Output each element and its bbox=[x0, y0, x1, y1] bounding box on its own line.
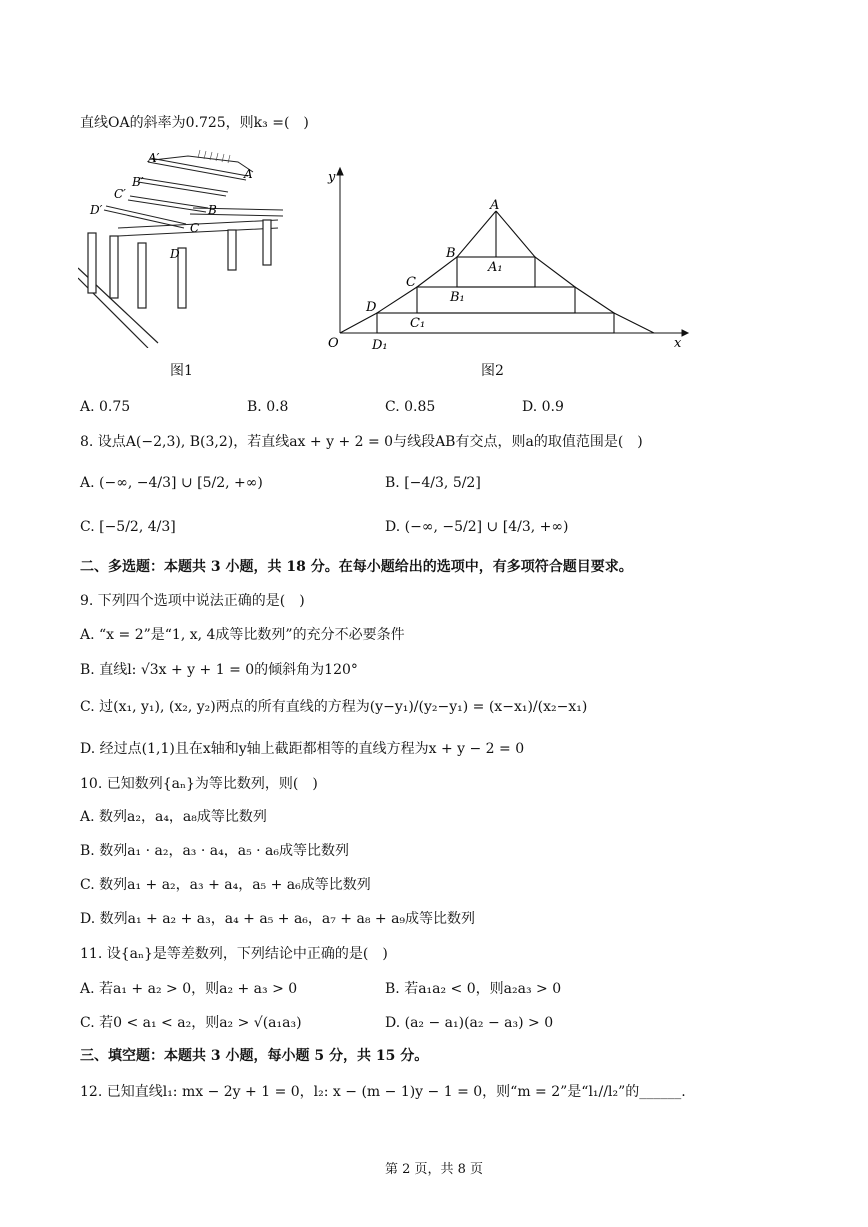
q10-option-a: A. 数列a₂，a₄，a₈成等比数列 bbox=[80, 809, 267, 825]
fig2-label-D1: D₁ bbox=[372, 338, 388, 353]
q11-option-a: A. 若a₁ + a₂ > 0，则a₂ + a₃ > 0 bbox=[80, 981, 298, 997]
q9-option-c: C. 过(x₁, y₁), (x₂, y₂)两点的所有直线的方程为(y−y₁)/(y₂−y₁) = (x−x₁)/(x₂−x₁) bbox=[80, 699, 588, 715]
q8-option-a: A. (−∞, −4/3] ∪ [5/2, +∞) bbox=[80, 475, 263, 491]
fig2-label-C: C bbox=[406, 275, 416, 290]
fig2-label-B: B bbox=[446, 246, 456, 261]
question-12: 12. 已知直线l₁: mx − 2y + 1 = 0，l₂: x − (m − 1)y − 1 = 0，则“m = 2”是“l₁//l₂”的______. bbox=[80, 1084, 686, 1100]
q8-option-b: B. [−4/3, 5/2] bbox=[385, 475, 481, 491]
q7-option-a: A. 0.75 bbox=[80, 399, 131, 415]
q10-option-d: D. 数列a₁ + a₂ + a₃，a₄ + a₅ + a₆，a₇ + a₈ + a₉成等比数列 bbox=[80, 911, 476, 927]
q9-option-a: A. “x = 2”是“1, x, 4成等比数列”的充分不必要条件 bbox=[80, 627, 405, 643]
question-10-stem: 10. 已知数列{aₙ}为等比数列，则( ) bbox=[80, 776, 318, 792]
fig1-label-C-prime: C′ bbox=[114, 187, 126, 201]
q8-option-d: D. (−∞, −5/2] ∪ [4/3, +∞) bbox=[385, 519, 569, 535]
figure-1-roof-illustration bbox=[78, 148, 288, 348]
fig2-origin-label: O bbox=[328, 336, 339, 351]
fig2-label-A1: A₁ bbox=[488, 260, 503, 275]
fig1-label-D-prime: D′ bbox=[90, 203, 103, 217]
q8-option-c: C. [−5/2, 4/3] bbox=[80, 519, 176, 535]
q10-option-b: B. 数列a₁ · a₂，a₃ · a₄，a₅ · a₆成等比数列 bbox=[80, 843, 349, 859]
question-7-tail: 直线OA的斜率为0.725，则k₃ =( ) bbox=[80, 115, 309, 131]
fig2-x-axis-label: x bbox=[674, 336, 682, 351]
question-9-stem: 9. 下列四个选项中说法正确的是( ) bbox=[80, 593, 305, 609]
figure-1-caption: 图1 bbox=[170, 363, 193, 379]
question-11-stem: 11. 设{aₙ}是等差数列，下列结论中正确的是( ) bbox=[80, 946, 388, 962]
fig1-label-C: C bbox=[190, 221, 200, 235]
fig1-label-B: B bbox=[208, 203, 217, 217]
section-2-heading: 二、多选题：本题共 3 小题，共 18 分。在每小题给出的选项中，有多项符合题目要求。 bbox=[80, 559, 633, 575]
fig1-label-A-prime: A′ bbox=[148, 151, 160, 165]
fig1-label-A: A bbox=[244, 167, 253, 181]
q7-option-c: C. 0.85 bbox=[385, 399, 436, 415]
figure-2-caption: 图2 bbox=[481, 363, 504, 379]
fig2-label-B1: B₁ bbox=[450, 290, 465, 305]
q9-option-b: B. 直线l: √3x + y + 1 = 0的倾斜角为120° bbox=[80, 662, 358, 678]
q11-option-d: D. (a₂ − a₁)(a₂ − a₃) > 0 bbox=[385, 1015, 554, 1031]
fig2-label-C1: C₁ bbox=[410, 316, 426, 331]
q11-option-c: C. 若0 < a₁ < a₂，则a₂ > √(a₁a₃) bbox=[80, 1015, 302, 1031]
fig2-label-D: D bbox=[366, 300, 377, 315]
fig1-label-B-prime: B′ bbox=[132, 175, 144, 189]
fig1-label-D: D bbox=[170, 247, 180, 261]
question-8-stem: 8. 设点A(−2,3), B(3,2)，若直线ax + y + 2 = 0与线段AB有交点，则a的取值范围是( ) bbox=[80, 434, 643, 450]
q9-option-d: D. 经过点(1,1)且在x轴和y轴上截距都相等的直线方程为x + y − 2 = 0 bbox=[80, 741, 525, 757]
q7-option-d: D. 0.9 bbox=[522, 399, 564, 415]
q7-option-b: B. 0.8 bbox=[247, 399, 289, 415]
q11-option-b: B. 若a₁a₂ < 0，则a₂a₃ > 0 bbox=[385, 981, 562, 997]
page-footer: 第 2 页，共 8 页 bbox=[384, 1162, 484, 1177]
figure-2-diagram bbox=[320, 165, 690, 355]
q10-option-c: C. 数列a₁ + a₂，a₃ + a₄，a₅ + a₆成等比数列 bbox=[80, 877, 371, 893]
section-3-heading: 三、填空题：本题共 3 小题，每小题 5 分，共 15 分。 bbox=[80, 1048, 429, 1064]
fig2-y-axis-label: y bbox=[328, 170, 336, 185]
fig2-label-A: A bbox=[490, 198, 500, 213]
